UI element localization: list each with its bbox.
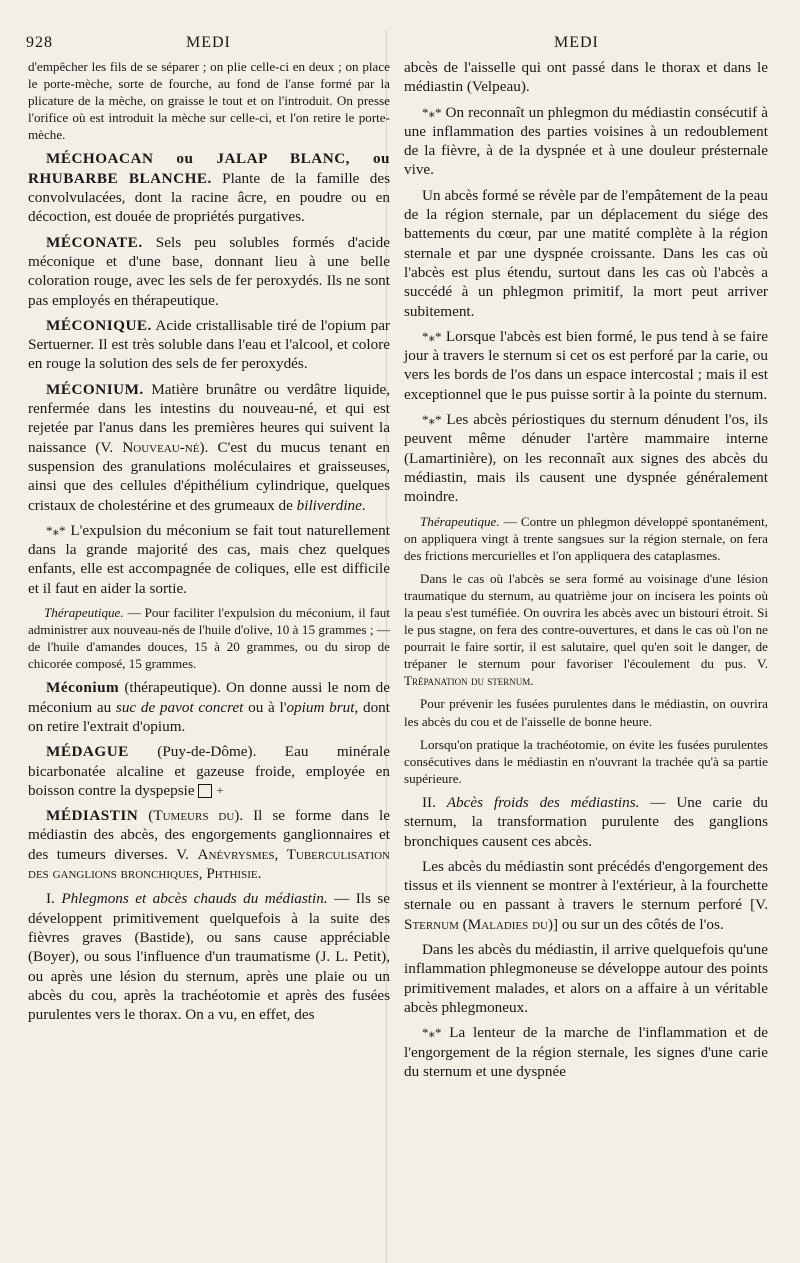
headword: MÉDIASTIN xyxy=(46,807,139,825)
paragraph: d'empêcher les fils de se séparer ; on plie celle-ci en deux ; on place le porte-mèche, sorte de fourche, au fond de l'anse formé par la plicature de la mèche, on graisse le tout et on l'introduit. On presse l'orifice où est introduit la mèche sur celle-ci, et l'on retire le porte-mèche. xyxy=(28,59,390,143)
asterism-mark: *⁎* xyxy=(46,522,66,538)
headword: Méconium xyxy=(46,679,120,697)
cross-reference: Tumeurs du xyxy=(153,807,235,825)
entry-text: — Contre un phlegmon développé spontanément, on appliquera vingt à trente sangsues sur la région sternale, on fera des frictions mercurielles et l'on appliquera des cataplasmes. xyxy=(404,513,768,563)
italic-term: opium brut xyxy=(286,698,355,716)
asterism-mark: *⁎* xyxy=(422,328,442,344)
italic-term: Thérapeutique. xyxy=(420,513,500,529)
entry-mechoacan xyxy=(28,149,390,226)
asterism-paragraph xyxy=(404,327,768,404)
asterism-mark: *⁎* xyxy=(422,412,442,428)
asterism-paragraph xyxy=(404,1023,768,1081)
page-number: 928 xyxy=(26,34,53,51)
entry-text: ). C'est du mucus tenant en suspension des granulations moléculaires et graisseuses, ainsi que des cellules d'épithélium cylindrique, quelques cristaux de cholestérine et des grumeaux de xyxy=(28,438,391,514)
running-head xyxy=(26,34,778,56)
italic-term: Thérapeutique. xyxy=(44,605,124,620)
asterism-paragraph xyxy=(28,521,390,598)
entry-meconique xyxy=(28,316,390,374)
entry-text: ou à l' xyxy=(243,698,287,716)
paragraph: Lorsqu'on pratique la trachéotomie, on évite les fusées purulentes consécutives dans le médiastin en n'ouvrant la trachée qu'à sa partie supérieure. xyxy=(404,736,768,786)
entry-text: On reconnaît un phlegmon du médiastin consécutif à une inflammation des parties voisines à un redoublement de la fièvre, à de la dyspnée et à une douleur présternale vive. xyxy=(404,103,768,179)
entry-text: (Puy-de-Dôme). Eau minérale bicarbonatée alcaline et gazeuse froide, employée en boisson contre la dyspepsie xyxy=(28,743,390,799)
cross-reference: Nouveau-né xyxy=(122,438,200,456)
headword: MÉCHOACAN ou JALAP BLANC, ou RHUBARBE BLANCHE. xyxy=(28,150,390,187)
cross-reference: Trépanation du sternum xyxy=(404,673,531,689)
therapeutique-paragraph xyxy=(404,513,768,564)
running-head-left: MEDI xyxy=(186,34,231,51)
entry-text: Dans le cas où l'abcès se sera formé au voisinage d'une lésion traumatique du sternum, au quatrième jour on incisera les points où la peau s'est tuméfiée. On ouvrira les abcès avec un bistouri étroit. Si le pus stagne, on fera des contre-ouvertures, et dans le cas où l'on ne pourrait le faire sortir, il est salutaire, quel qu'en soit le danger, de trépaner le sternum pour favoriser l'écoulement du pus. V. xyxy=(404,570,768,672)
entry-meconium xyxy=(28,380,390,515)
asterism-paragraph xyxy=(404,410,768,506)
section-abces-froids xyxy=(404,793,768,851)
paragraph: Un abcès formé se révèle par de l'empâtement de la peau de la région sternale, par un déplacement du siége des battements du cœur, par une matité complète à la région sternale et par une dyspnée croissante. Dans les cas où l'abcès est plus étendu, surtout dans les cas où l'abcès a succédé à un phlegmon primitif, la mort peut arriver subitement. xyxy=(404,186,768,320)
entry-text: L'expulsion du méconium se fait tout naturellement dans la grande majorité des cas, mais chez quelques enfants, elle est accompagnée de coliques, elle est difficile et il faut en aider la sortie. xyxy=(28,521,390,597)
entry-text: — Pour faciliter l'expulsion du méconium, il faut administrer aux nouveau-nés de l'huile d'olive, 10 à 15 grammes ; — de l'huile d'amandes douces, 15 à 20 grammes, ou du sirop de chicorée composé, 15 grammes. xyxy=(28,605,390,672)
headword: MÉDAGUE xyxy=(46,743,129,761)
entry-text: . xyxy=(530,673,534,689)
entry-mediastin xyxy=(28,806,390,883)
entry-text: , dont on retire l'extrait d'opium. xyxy=(28,698,390,735)
entry-meconium-therapeutique xyxy=(28,678,390,736)
asterism-paragraph xyxy=(404,103,768,180)
cross-reference: Anévrysmes, Tuberculisation des ganglions bronchiques, Phthisie xyxy=(28,845,390,883)
italic-term: biliverdine xyxy=(296,496,362,514)
headword: MÉCONATE. xyxy=(46,233,143,251)
entry-text: ( xyxy=(138,807,154,825)
italic-term: suc de pavot concret xyxy=(115,698,244,716)
paragraph: Dans les abcès du médiastin, il arrive quelquefois qu'une inflammation phlegmoneuse se développe autour des points primitivement malades, et alors on a affaire à un véritable abcès phlegmoneux. xyxy=(404,941,768,1016)
entry-text: (thérapeutique). On donne aussi le nom de méconium au xyxy=(28,679,390,716)
section-label: II. xyxy=(422,793,447,811)
running-head-right: MEDI xyxy=(554,34,599,51)
left-column xyxy=(28,58,390,1030)
entry-text: Acide cristallisable tiré de l'opium par Sertuerner. Il est très soluble dans l'eau et l'alcool, et colore en rouge la solution des sels de fer peroxydés. xyxy=(28,316,390,373)
entry-medague xyxy=(28,742,390,800)
entry-text: Les abcès périostiques du sternum dénudent l'os, ils peuvent même dénuder l'artère mammaire interne (Lamartinière), on les reconnaît aux signes des abcès du médiastin, mais ils causent une dyspnée généralement moindre. xyxy=(404,411,768,506)
paragraph xyxy=(404,857,768,934)
entry-meconate xyxy=(28,233,390,310)
right-column xyxy=(404,58,768,1087)
headword: MÉCONIUM. xyxy=(46,380,144,398)
section-phlegmons xyxy=(28,889,390,1024)
paragraph xyxy=(404,570,768,690)
entry-text: Matière brunâtre ou verdâtre liquide, renfermée dans les intestins du nouveau-né, et qui est rejetée par l'anus dans les premières heures qui suivent la naissance (V. xyxy=(28,380,390,456)
paragraph: abcès de l'aisselle qui ont passé dans le thorax et dans le médiastin (Velpeau). xyxy=(404,59,768,96)
section-title: Abcès froids des médiastins. xyxy=(446,793,640,811)
entry-text: ). Il se forme dans le médiastin des abcès, des engorgements ganglionnaires et des tumeurs diverses. V. xyxy=(28,807,390,863)
entry-text: Plante de la famille des convolvulacées, dont la racine âcre, en poudre ou en décoction, est douée de propriétés purgatives. xyxy=(28,169,390,226)
section-label: I. xyxy=(46,890,62,908)
paragraph: Pour prévenir les fusées purulentes dans le médiastin, on ouvrira les abcès du cou et de l'aisselle de bonne heure. xyxy=(404,696,768,729)
entry-text: Lorsque l'abcès est bien formé, le pus tend à se faire jour à travers le sternum si cet os est perforé par la carie, ou vers les bords de l'os dans un espace intercostal ; mais il est exceptionnel que le pus puisse sortir à la pointe du sternum. xyxy=(404,327,768,403)
entry-text: Sels peu solubles formés d'acide méconique et d'une base, donnant lieu à une belle coloration rouge, avec les sels de fer peroxydés. Ils ne sont pas employés en thérapeutique. xyxy=(28,233,390,309)
entry-text: — Ils se développent primitivement quelquefois à la suite des fièvres graves (Bastide), ou sans cause appréciable (Boyer), ou sous l'influence d'un traumatisme (J. L. Petit), ou après une lésion du sternum, après une plaie ou un abcès du cou, après la trachéotomie et après des fusées purulentes vers le thorax. On a vu, en effet, des xyxy=(28,890,391,1024)
entry-text: . xyxy=(361,496,366,514)
cross-reference: Sternum (Maladies du) xyxy=(404,915,554,933)
plus-box-icon: + xyxy=(198,784,212,798)
asterism-mark: *⁎* xyxy=(422,104,442,120)
entry-text: La lenteur de la marche de l'inflammation et de l'engorgement de la région sternale, les signes d'une carie du sternum et une dyspnée xyxy=(404,1024,768,1080)
headword: MÉCONIQUE. xyxy=(46,316,152,334)
section-title: Phlegmons et abcès chauds du médiastin. xyxy=(61,890,328,908)
asterism-mark: *⁎* xyxy=(422,1025,442,1041)
entry-text: — Une carie du sternum, la transformation purulente des ganglions bronchiques causent ces abcès. xyxy=(404,793,768,850)
entry-text: . xyxy=(257,865,262,883)
entry-text: Les abcès du médiastin sont précédés d'engorgement des tissus et ils viennent se montrer à l'extérieur, à la fourchette sternale ou en passant à travers le sternum perforé [V. xyxy=(404,857,768,914)
therapeutique-paragraph xyxy=(28,604,390,672)
entry-text: ] ou sur un des côtés de l'os. xyxy=(553,915,724,933)
